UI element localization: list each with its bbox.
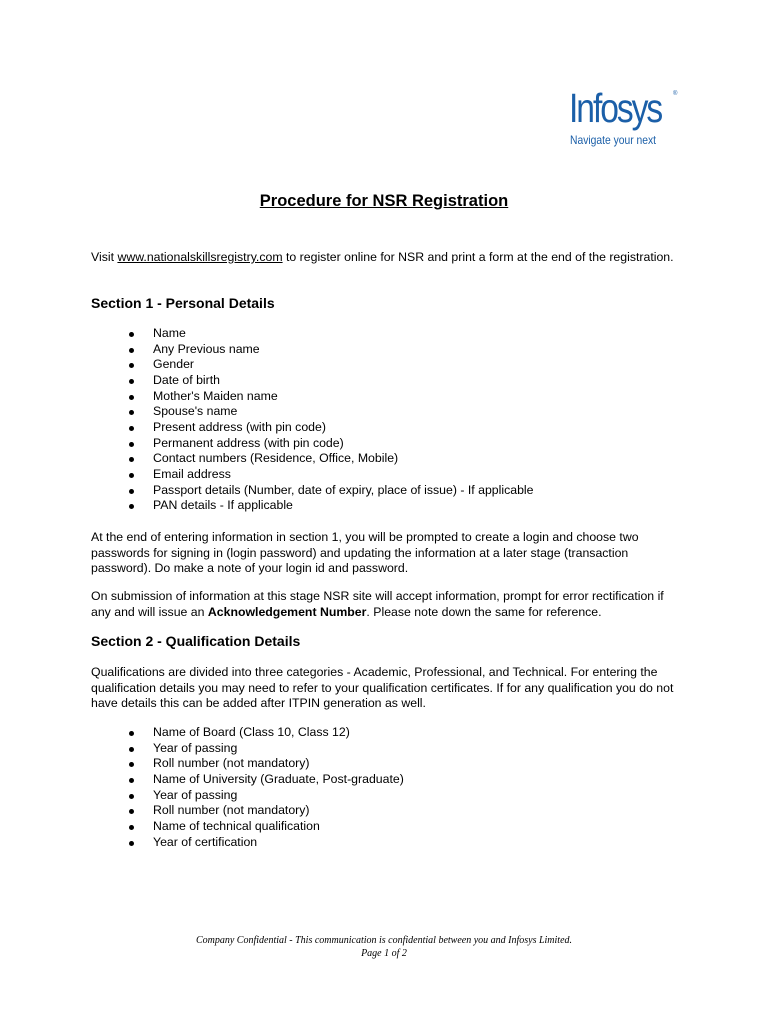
list-item-text: Roll number (not mandatory) [153,803,310,818]
bullet-icon [129,332,134,337]
section2-heading: Section 2 - Qualification Details [91,633,301,649]
ack-suffix: . Please note down the same for reference. [366,604,602,619]
section1-heading: Section 1 - Personal Details [91,295,275,311]
list-item-text: Any Previous name [153,341,260,356]
list-item-text: PAN details - If applicable [153,498,293,513]
list-item-text: Permanent address (with pin code) [153,435,344,450]
bullet-icon [129,348,134,353]
list-item-text: Passport details (Number, date of expiry, place of issue) - If applicable [153,482,534,497]
bullet-icon [129,426,134,431]
logo-wordmark: Infosys [569,85,662,131]
list-item [123,483,533,499]
page-footer [0,935,768,960]
list-item-text: Roll number (not mandatory) [153,756,310,771]
list-item [123,436,533,452]
nsr-website-link[interactable]: www.nationalskillsregistry.com [117,250,283,264]
list-item-text: Year of passing [153,787,238,802]
qualification-paragraph: Qualifications are divided into three categories - Academic, Professional, and Technical. For entering the qualification details you may need to refer to your qualification certificates. If for any qualification you do not have details this can be added after ITPIN generation as well. [91,665,674,710]
ack-number-bold: Acknowledgement Number [207,604,367,619]
list-item-text: Name of University (Graduate, Post-graduate) [153,772,404,787]
bullet-icon [129,794,134,799]
logo-trademark: ® [673,91,678,97]
list-item-text: Name [153,326,186,340]
list-item [123,756,404,772]
bullet-icon [129,410,134,415]
list-item [123,326,533,342]
list-item-text: Name of technical qualification [153,819,320,834]
list-item-text: Present address (with pin code) [153,420,326,435]
list-item [123,404,533,420]
list-item-text: Contact numbers (Residence, Office, Mobile) [153,451,399,466]
list-item [123,467,533,483]
confidential-notice: Company Confidential - This communication is confidential between you and Infosys Limited. [195,935,573,946]
bullet-icon [129,379,134,384]
list-item [123,342,533,358]
bullet-icon [129,747,134,752]
list-item-text: Year of certification [153,834,258,849]
list-item-text: Year of passing [153,740,238,755]
personal-details-list [123,326,533,514]
list-item [123,741,404,757]
bullet-icon [129,778,134,783]
bullet-icon [129,363,134,368]
bullet-icon [129,504,134,509]
bullet-icon [129,473,134,478]
logo-tagline: Navigate your next [570,133,657,147]
list-item-text: Date of birth [153,373,220,388]
list-item [123,498,533,514]
bullet-icon [129,841,134,846]
list-item [123,420,533,436]
intro-suffix: to register online for NSR and print a form at the end of the registration. [282,250,674,264]
qualification-details-list [123,725,404,850]
bullet-icon [129,825,134,830]
list-item-text: Email address [153,467,231,482]
document-title: Procedure for NSR Registration [259,192,509,210]
ack-prefix: On submission of information at this stage NSR site will accept information, prompt for error rectification if any and will issue an [91,589,664,619]
list-item [123,389,533,405]
bullet-icon [129,395,134,400]
list-item [123,725,404,741]
intro-prefix: Visit [91,250,118,264]
acknowledgement-paragraph [91,589,686,620]
intro-paragraph [91,250,686,266]
bullet-icon [129,731,134,736]
bullet-icon [129,442,134,447]
bullet-icon [129,762,134,767]
list-item [123,451,533,467]
list-item [123,772,404,788]
page-number: Page 1 of 2 [361,947,407,959]
list-item [123,357,533,373]
list-item [123,788,404,804]
bullet-icon [129,489,134,494]
list-item-text: Spouse's name [153,404,238,419]
list-item [123,819,404,835]
list-item-text: Mother's Maiden name [153,388,278,403]
list-item [123,803,404,819]
bullet-icon [129,457,134,462]
infosys-logo [569,85,689,147]
list-item-text: Name of Board (Class 10, Class 12) [153,725,350,739]
list-item-text: Gender [153,357,195,372]
bullet-icon [129,809,134,814]
login-instructions-paragraph: At the end of entering information in section 1, you will be prompted to create a login and choose two passwords for signing in (login password) and updating the information at a later stage (transaction password). Do make a note of your login id and password. [91,530,639,575]
list-item [123,835,404,851]
list-item [123,373,533,389]
